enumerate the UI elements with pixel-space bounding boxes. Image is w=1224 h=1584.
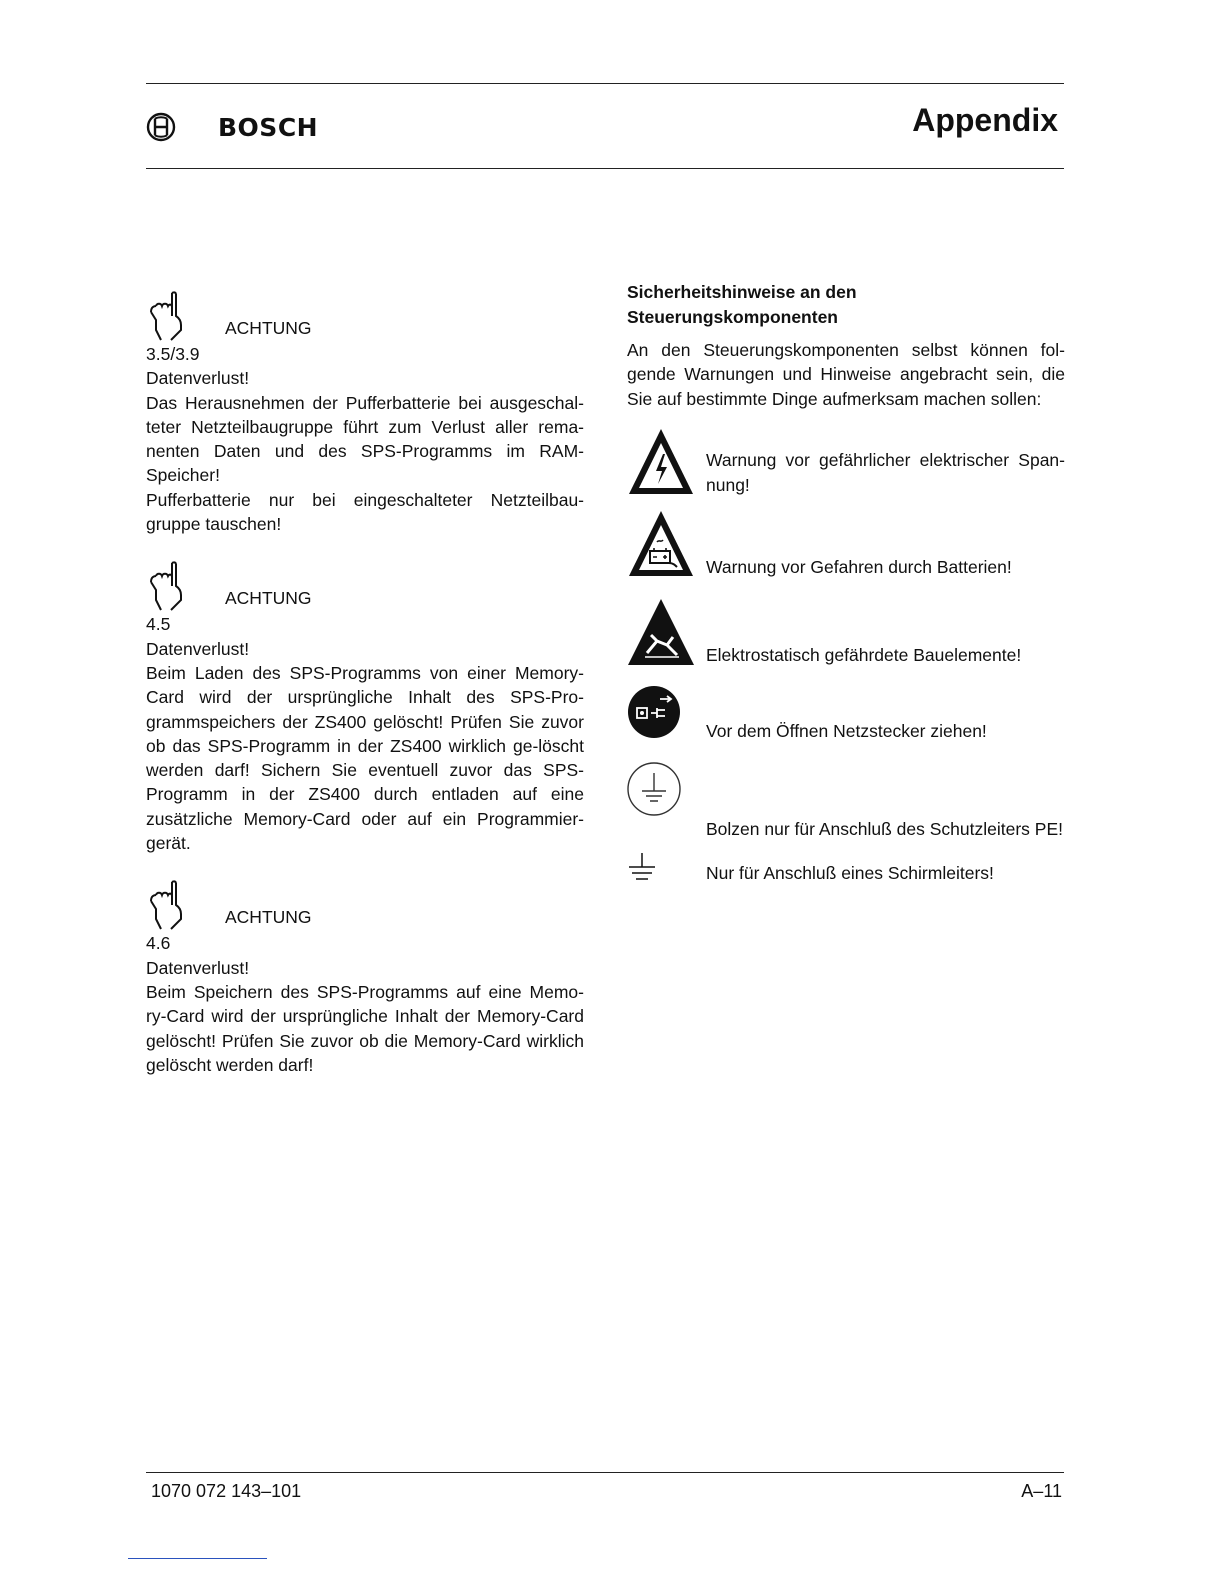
caution-text: Das Herausnehmen der Pufferbatterie bei ausgeschal-teter Netzteilbaugruppe führt zum Verlust aller rema-nenten Daten und des SPS-Programms im RAM-Speicher! — [146, 392, 584, 486]
caution-label: ACHTUNG — [225, 907, 312, 928]
document-number: 1070 072 143–101 — [151, 1481, 302, 1501]
protective-earth-icon — [627, 761, 695, 841]
caution-label: ACHTUNG — [225, 317, 312, 338]
caution-reference: 3.5/3.9 — [146, 344, 200, 364]
caution-title: Datenverlust! — [146, 368, 250, 389]
pointing-hand-icon — [146, 560, 186, 612]
brand-name: BOSCH — [218, 112, 319, 142]
electrostatic-warning-icon — [627, 597, 695, 667]
battery-warning-icon — [627, 509, 695, 579]
footer-rule — [146, 1472, 1064, 1473]
caution-block — [146, 875, 584, 1077]
cautions-column — [146, 286, 584, 1097]
bosch-armature-icon — [146, 112, 176, 142]
symbol-row — [627, 851, 1065, 885]
high-voltage-warning-icon — [627, 427, 695, 497]
caution-label: ACHTUNG — [225, 588, 312, 609]
caution-text: Beim Laden des SPS-Programms von einer Memory-Card wird der ursprüngliche Inhalt des SPS-Pro-grammspeichers der ZS400 gelöscht! Prüfen Sie zuvor ob das SPS-Programm in der ZS400 wirklich ge-löscht werden darf! Sichern Sie eventuell zuvor das SPS-Programm in der ZS400 durch entladen auf eine zusätzliche Memory-Card oder auf ein Programmier-gerät. — [146, 662, 584, 854]
safety-heading: Sicherheitshinweise an den — [627, 282, 857, 302]
pointing-hand-icon — [146, 290, 186, 342]
header-bottom-rule — [146, 168, 1064, 169]
symbol-description: Elektrostatisch gefährdete Bauelemente! — [706, 644, 1022, 665]
header-top-rule — [146, 83, 1064, 84]
safety-intro: An den Steuerungskomponenten selbst können fol-gende Warnungen und Hinweise angebracht sein, die Sie auf bestimmte Dinge aufmerksam machen sollen: — [627, 340, 1065, 409]
caution-block — [146, 556, 584, 855]
safety-heading: Steuerungskomponenten — [627, 307, 838, 327]
symbol-description: Bolzen nur für Anschluß des Schutzleiters PE! — [706, 818, 1063, 839]
caution-reference: 4.6 — [146, 933, 171, 954]
caution-block — [146, 286, 584, 536]
pointing-hand-icon — [146, 879, 186, 931]
bosch-logo — [146, 112, 318, 142]
safety-column — [627, 280, 1065, 885]
symbol-row — [627, 761, 1065, 841]
caution-title: Datenverlust! — [146, 638, 250, 659]
symbol-description: Nur für Anschluß eines Schirmleiters! — [706, 862, 994, 883]
symbol-row — [627, 683, 1065, 743]
symbol-description: Warnung vor Gefahren durch Batterien! — [706, 556, 1012, 577]
symbol-row — [627, 427, 1065, 497]
symbol-row — [627, 597, 1065, 667]
ground-icon — [627, 851, 695, 885]
page-number: A–11 — [1021, 1481, 1062, 1501]
bottom-link-underline[interactable] — [128, 1558, 267, 1559]
unplug-mains-icon — [627, 683, 695, 743]
caution-text: Beim Speichern des SPS-Programms auf eine Memo-ry-Card wird der ursprüngliche Inhalt der Memory-Card gelöscht! Prüfen Sie zuvor ob die Memory-Card wirklich gelöscht werden darf! — [146, 981, 584, 1075]
symbol-description: Vor dem Öffnen Netzstecker ziehen! — [706, 720, 987, 741]
caution-reference: 4.5 — [146, 614, 171, 635]
symbol-row — [627, 509, 1065, 579]
section-title: Appendix — [912, 102, 1058, 138]
symbol-description: Warnung vor gefährlicher elektrischer Span-nung! — [706, 450, 1065, 495]
caution-title: Datenverlust! — [146, 957, 250, 978]
caution-text: Pufferbatterie nur bei eingeschalteter Netzteilbau-gruppe tauschen! — [146, 489, 584, 535]
